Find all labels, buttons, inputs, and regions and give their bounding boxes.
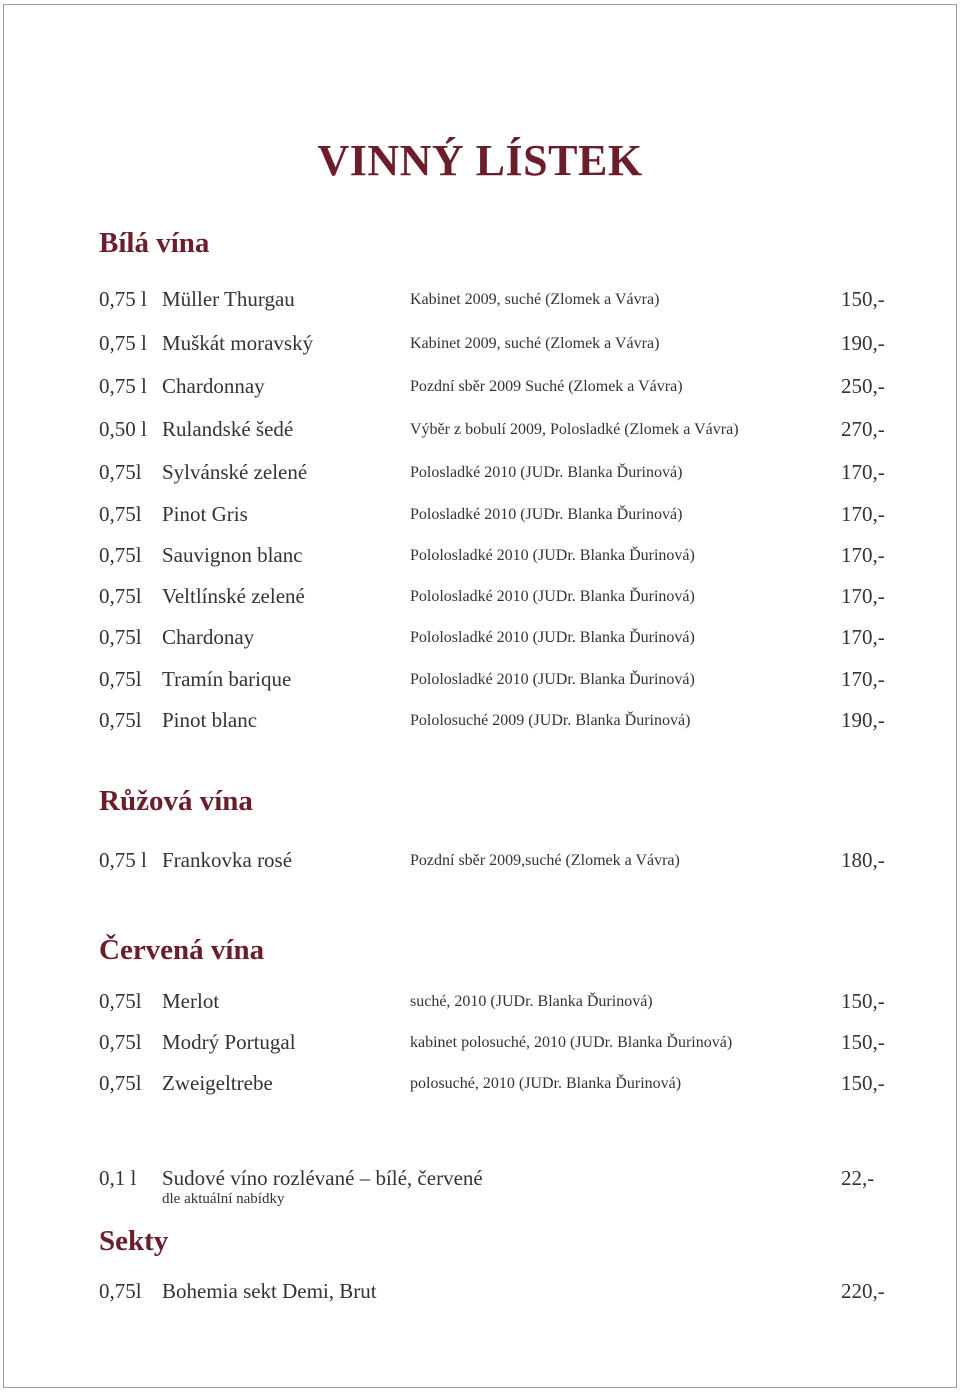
item-name: Zweigeltrebe — [162, 1071, 273, 1095]
item-volume: 0,75l — [99, 502, 142, 526]
section-heading-white: Bílá vína — [99, 227, 210, 259]
item-description: Polosladké 2010 (JUDr. Blanka Ďurinová) — [410, 506, 683, 523]
item-name: Bohemia sekt Demi, Brut — [162, 1279, 377, 1303]
item-name: Sudové víno rozlévané – bílé, červené — [162, 1166, 483, 1190]
item-volume: 0,75l — [99, 584, 142, 608]
item-volume: 0,75l — [99, 708, 142, 732]
list-item — [99, 287, 899, 317]
item-description: Pololosladké 2010 (JUDr. Blanka Ďurinová) — [410, 588, 695, 605]
item-volume: 0,75l — [99, 543, 142, 567]
section-heading-red: Červená vína — [99, 934, 265, 966]
item-price: 150,- — [841, 989, 885, 1013]
item-note: dle aktuální nabídky — [162, 1191, 285, 1207]
page-title: VINNÝ LÍSTEK — [317, 136, 643, 185]
list-item — [99, 417, 899, 447]
item-volume: 0,75l — [99, 667, 142, 691]
item-name: Chardonnay — [162, 374, 265, 398]
item-volume: 0,50 l — [99, 417, 147, 441]
item-description: Pololosuché 2009 (JUDr. Blanka Ďurinová) — [410, 712, 691, 729]
item-name: Frankovka rosé — [162, 848, 293, 872]
list-item — [99, 989, 899, 1019]
list-item — [99, 543, 899, 573]
section-heading-sparkling: Sekty — [99, 1225, 169, 1257]
item-price: 270,- — [841, 417, 885, 441]
item-name: Pinot Gris — [162, 502, 248, 526]
item-name: Veltlínské zelené — [162, 584, 305, 608]
item-description: Kabinet 2009, suché (Zlomek a Vávra) — [410, 291, 660, 308]
item-description: Pozdní sběr 2009 Suché (Zlomek a Vávra) — [410, 378, 683, 395]
item-description: suché, 2010 (JUDr. Blanka Ďurinová) — [410, 993, 653, 1010]
item-name: Sauvignon blanc — [162, 543, 303, 567]
list-item — [99, 502, 899, 532]
list-item — [99, 1071, 899, 1101]
item-volume: 0,75 l — [99, 287, 147, 311]
item-price: 170,- — [841, 625, 885, 649]
item-price: 190,- — [841, 708, 885, 732]
item-description: kabinet polosuché, 2010 (JUDr. Blanka Ďurinová) — [410, 1034, 733, 1051]
item-volume: 0,75 l — [99, 331, 147, 355]
item-volume: 0,75l — [99, 1279, 142, 1303]
item-description: Pololosladké 2010 (JUDr. Blanka Ďurinová) — [410, 671, 695, 688]
list-item — [99, 708, 899, 738]
item-volume: 0,1 l — [99, 1166, 137, 1190]
item-name: Rulandské šedé — [162, 417, 294, 441]
item-price: 170,- — [841, 584, 885, 608]
item-volume: 0,75 l — [99, 374, 147, 398]
item-name: Modrý Portugal — [162, 1030, 296, 1054]
list-item — [99, 848, 899, 878]
item-name: Muškát moravský — [162, 331, 314, 355]
item-description: Pozdní sběr 2009,suché (Zlomek a Vávra) — [410, 852, 680, 869]
item-price: 150,- — [841, 1071, 885, 1095]
list-item — [99, 625, 899, 655]
item-price: 180,- — [841, 848, 885, 872]
section-heading-rose: Růžová vína — [99, 785, 253, 817]
item-description: Výběr z bobulí 2009, Polosladké (Zlomek a Vávra) — [410, 421, 739, 438]
item-price: 170,- — [841, 543, 885, 567]
item-volume: 0,75l — [99, 460, 142, 484]
item-description: Polosladké 2010 (JUDr. Blanka Ďurinová) — [410, 464, 683, 481]
item-price: 150,- — [841, 1030, 885, 1054]
item-price: 150,- — [841, 287, 885, 311]
wine-list-page — [3, 4, 957, 1388]
item-description: Pololosladké 2010 (JUDr. Blanka Ďurinová) — [410, 629, 695, 646]
item-name: Merlot — [162, 989, 220, 1013]
list-item — [99, 1030, 899, 1060]
item-name: Müller Thurgau — [162, 287, 295, 311]
item-name: Sylvánské zelené — [162, 460, 308, 484]
item-name: Tramín barique — [162, 667, 292, 691]
item-volume: 0,75l — [99, 1071, 142, 1095]
item-volume: 0,75l — [99, 1030, 142, 1054]
list-item — [99, 584, 899, 614]
item-price: 190,- — [841, 331, 885, 355]
list-item — [99, 460, 899, 490]
item-volume: 0,75l — [99, 989, 142, 1013]
item-name: Pinot blanc — [162, 708, 258, 732]
item-volume: 0,75 l — [99, 848, 147, 872]
list-item — [99, 374, 899, 404]
item-price: 170,- — [841, 667, 885, 691]
list-item — [99, 1279, 899, 1309]
item-price: 170,- — [841, 502, 885, 526]
item-name: Chardonay — [162, 625, 255, 649]
item-volume: 0,75l — [99, 625, 142, 649]
item-price: 22,- — [841, 1166, 875, 1190]
item-price: 220,- — [841, 1279, 885, 1303]
item-description: Pololosladké 2010 (JUDr. Blanka Ďurinová) — [410, 547, 695, 564]
item-description: polosuché, 2010 (JUDr. Blanka Ďurinová) — [410, 1075, 682, 1092]
item-price: 250,- — [841, 374, 885, 398]
list-item — [99, 331, 899, 361]
list-item — [99, 667, 899, 697]
item-price: 170,- — [841, 460, 885, 484]
item-description: Kabinet 2009, suché (Zlomek a Vávra) — [410, 335, 660, 352]
